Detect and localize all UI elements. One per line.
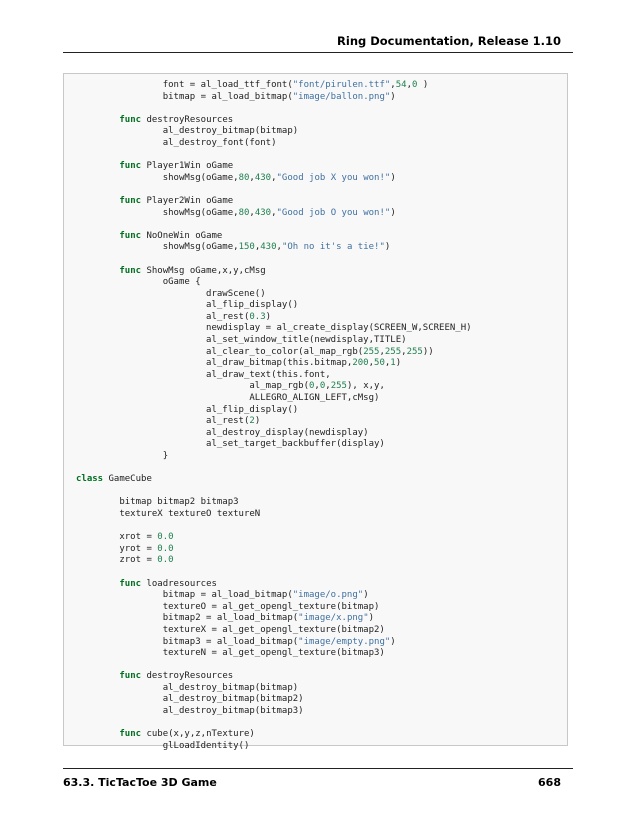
code-line <box>76 579 472 591</box>
code-line <box>76 567 472 579</box>
code-token: font = al_load_ttf_font( <box>76 80 293 90</box>
code-line <box>76 544 472 556</box>
code-token: "image/ballon.png" <box>292 91 391 102</box>
code-line <box>76 277 472 289</box>
code-line <box>76 219 472 231</box>
code-token: func <box>119 265 142 276</box>
code-token: 255 <box>330 381 347 392</box>
code-token: ) <box>390 91 396 102</box>
code-token: ) <box>390 207 396 218</box>
code-token: drawScene() <box>76 288 266 299</box>
code-token: 0 <box>411 80 418 90</box>
code-token: ) <box>395 358 402 369</box>
code-token: , <box>271 207 277 218</box>
code-token: "image/empty.png" <box>298 636 391 647</box>
code-token: bitmap3 = al_load_bitmap( <box>76 636 299 647</box>
code-token: textureX = al_get_opengl_texture(bitmap2) <box>76 624 385 635</box>
code-token: showMsg(oGame, <box>76 207 239 218</box>
code-line <box>76 323 472 335</box>
code-token: 430 <box>254 207 272 218</box>
code-token: al_set_window_title(newdisplay,TITLE) <box>76 335 407 346</box>
code-token: NoOneWin oGame <box>141 230 223 241</box>
code-line <box>76 509 472 521</box>
page-number: 668 <box>538 776 561 789</box>
code-token: , <box>384 358 391 369</box>
code-token: ) <box>384 242 391 253</box>
code-token: al_draw_bitmap(this.bitmap, <box>76 358 353 369</box>
code-line <box>76 266 472 278</box>
code-token: oGame { <box>76 277 201 288</box>
code-token: newdisplay = al_create_display(SCREEN_W,SCREEN_H) <box>76 323 472 334</box>
code-token: al_rest( <box>76 416 250 427</box>
code-listing <box>76 80 472 752</box>
code-token: "font/pirulen.ttf" <box>292 80 391 90</box>
code-token: bitmap = al_load_bitmap( <box>76 91 293 102</box>
code-token: 200 <box>352 358 369 369</box>
code-token: 2 <box>249 416 255 427</box>
code-token: func <box>119 230 142 241</box>
code-token: "image/o.png" <box>292 590 364 601</box>
code-token: , <box>249 207 255 218</box>
code-line <box>76 358 472 370</box>
code-token: al_destroy_bitmap(bitmap) <box>76 126 299 137</box>
code-token: al_draw_text(this.font, <box>76 369 331 380</box>
code-token <box>76 161 119 171</box>
code-token: 0.3 <box>249 311 266 322</box>
code-line <box>76 196 472 208</box>
code-token: 430 <box>260 242 277 253</box>
code-token: , <box>401 346 407 357</box>
code-token: bitmap bitmap2 bitmap3 <box>76 497 239 508</box>
code-line <box>76 637 472 649</box>
code-token <box>76 115 119 125</box>
code-token: , <box>254 242 261 253</box>
code-token: Player1Win oGame <box>141 161 234 172</box>
code-line <box>76 405 472 417</box>
code-token: GameCube <box>103 474 152 485</box>
code-token: ) <box>390 172 396 183</box>
code-token: ) <box>265 311 272 322</box>
code-line <box>76 590 472 602</box>
code-line <box>76 555 472 567</box>
code-line <box>76 103 472 115</box>
code-line <box>76 706 472 718</box>
code-token: } <box>76 451 169 461</box>
code-line <box>76 173 472 185</box>
code-token: al_set_target_backbuffer(display) <box>76 439 385 450</box>
code-line <box>76 242 472 254</box>
code-token: al_flip_display() <box>76 300 299 311</box>
code-token: , <box>406 80 412 90</box>
code-token: , <box>271 172 277 183</box>
code-token: 0.0 <box>157 543 174 554</box>
code-line <box>76 150 472 162</box>
code-line <box>76 474 472 486</box>
code-line <box>76 231 472 243</box>
code-token: al_map_rgb( <box>76 381 309 392</box>
page-footer <box>63 768 573 793</box>
code-token: ShowMsg oGame,x,y,cMsg <box>141 265 266 276</box>
code-token: , <box>314 381 320 392</box>
code-token: al_rest( <box>76 311 250 322</box>
code-token: al_destroy_font(font) <box>76 137 277 148</box>
code-token <box>76 579 119 589</box>
code-token: , <box>249 172 255 183</box>
code-line <box>76 161 472 173</box>
code-token: func <box>119 578 142 589</box>
code-line <box>76 532 472 544</box>
code-token: func <box>119 671 142 682</box>
code-token: 80 <box>238 172 250 183</box>
code-token: 0 <box>309 381 315 392</box>
code-line <box>76 347 472 359</box>
code-line <box>76 393 472 405</box>
code-token: showMsg(oGame, <box>76 172 239 183</box>
code-token: bitmap = al_load_bitmap( <box>76 590 293 601</box>
code-token: func <box>119 161 142 172</box>
code-line <box>76 463 472 475</box>
code-token <box>76 231 119 241</box>
code-token: , <box>276 242 282 253</box>
code-token: xrot = <box>76 532 158 543</box>
code-token: 50 <box>374 358 385 369</box>
code-token: textureN = al_get_opengl_texture(bitmap3) <box>76 648 385 659</box>
code-line <box>76 718 472 730</box>
code-token: 0.0 <box>157 555 174 566</box>
code-line <box>76 115 472 127</box>
code-line <box>76 138 472 150</box>
code-token: loadresources <box>141 578 217 589</box>
code-token: yrot = <box>76 543 158 554</box>
code-token: 0.0 <box>157 532 174 543</box>
code-token: "Good job X you won!" <box>276 172 391 183</box>
code-line <box>76 80 472 92</box>
code-token: , <box>379 346 385 357</box>
code-token: ) <box>417 80 429 90</box>
code-token: ) <box>368 613 375 624</box>
code-token: "Good job O you won!" <box>276 207 391 218</box>
code-line <box>76 381 472 393</box>
code-token: , <box>368 358 375 369</box>
code-line <box>76 289 472 301</box>
code-token: al_destroy_bitmap(bitmap2) <box>76 694 304 705</box>
code-token: func <box>119 729 142 740</box>
code-line <box>76 370 472 382</box>
code-token: al_destroy_bitmap(bitmap) <box>76 682 299 693</box>
code-line <box>76 416 472 428</box>
code-line <box>76 300 472 312</box>
code-line <box>76 486 472 498</box>
code-token <box>76 196 119 206</box>
code-line <box>76 694 472 706</box>
code-token: 430 <box>254 172 272 183</box>
page-header <box>63 30 573 53</box>
code-token: )) <box>422 346 434 357</box>
code-line <box>76 208 472 220</box>
code-line <box>76 92 472 104</box>
code-token <box>76 671 119 681</box>
code-token: al_destroy_display(newdisplay) <box>76 427 369 438</box>
code-token: al_clear_to_color(al_map_rgb( <box>76 346 364 357</box>
code-token: ALLEGRO_ALIGN_LEFT,cMsg) <box>76 393 380 404</box>
document-title: Ring Documentation, Release 1.10 <box>337 34 561 48</box>
code-token: "image/x.png" <box>298 613 369 624</box>
code-token: destroyResources <box>141 671 234 682</box>
code-token: Player2Win oGame <box>141 195 234 206</box>
code-token: ) <box>390 636 396 647</box>
code-line <box>76 683 472 695</box>
code-line <box>76 613 472 625</box>
code-token: 150 <box>238 242 255 253</box>
code-line <box>76 671 472 683</box>
code-token: zrot = <box>76 555 158 566</box>
code-token: , <box>390 80 396 90</box>
code-line <box>76 648 472 660</box>
code-token: destroyResources <box>141 114 234 125</box>
code-line <box>76 254 472 266</box>
code-line <box>76 335 472 347</box>
code-token: class <box>76 474 104 485</box>
code-line <box>76 741 472 753</box>
code-token: textureX textureO textureN <box>76 508 261 519</box>
code-line <box>76 602 472 614</box>
code-token: showMsg(oGame, <box>76 242 239 253</box>
code-line <box>76 428 472 440</box>
code-token: cube(x,y,z,nTexture) <box>141 729 255 740</box>
code-token: 0 <box>319 381 326 392</box>
code-token: "Oh no it's a tie!" <box>281 242 385 253</box>
code-token: ), x,y, <box>346 381 385 392</box>
code-line <box>76 625 472 637</box>
code-token <box>76 729 119 739</box>
code-token: , <box>325 381 331 392</box>
code-line <box>76 660 472 672</box>
code-line <box>76 439 472 451</box>
code-block <box>63 73 568 751</box>
code-token: 54 <box>395 80 407 90</box>
code-token: glLoadIdentity() <box>76 740 250 751</box>
code-token: al_destroy_bitmap(bitmap3) <box>76 706 304 717</box>
code-line <box>76 184 472 196</box>
code-line <box>76 521 472 533</box>
code-line <box>76 126 472 138</box>
code-token: func <box>119 195 142 206</box>
code-token <box>76 266 119 276</box>
code-token: ) <box>254 416 261 427</box>
code-token: 80 <box>238 207 250 218</box>
code-token: 255 <box>384 346 402 357</box>
code-token: 255 <box>406 346 423 357</box>
code-line <box>76 729 472 741</box>
code-token: 255 <box>363 346 380 357</box>
code-token: al_flip_display() <box>76 404 299 415</box>
code-token: bitmap2 = al_load_bitmap( <box>76 613 299 624</box>
code-token: textureO = al_get_opengl_texture(bitmap) <box>76 601 380 612</box>
code-line <box>76 312 472 324</box>
code-line <box>76 497 472 509</box>
code-token: ) <box>363 590 369 601</box>
code-line <box>76 451 472 463</box>
section-title: 63.3. TicTacToe 3D Game <box>63 776 217 789</box>
code-token: func <box>119 114 142 125</box>
code-token: 1 <box>390 358 396 369</box>
